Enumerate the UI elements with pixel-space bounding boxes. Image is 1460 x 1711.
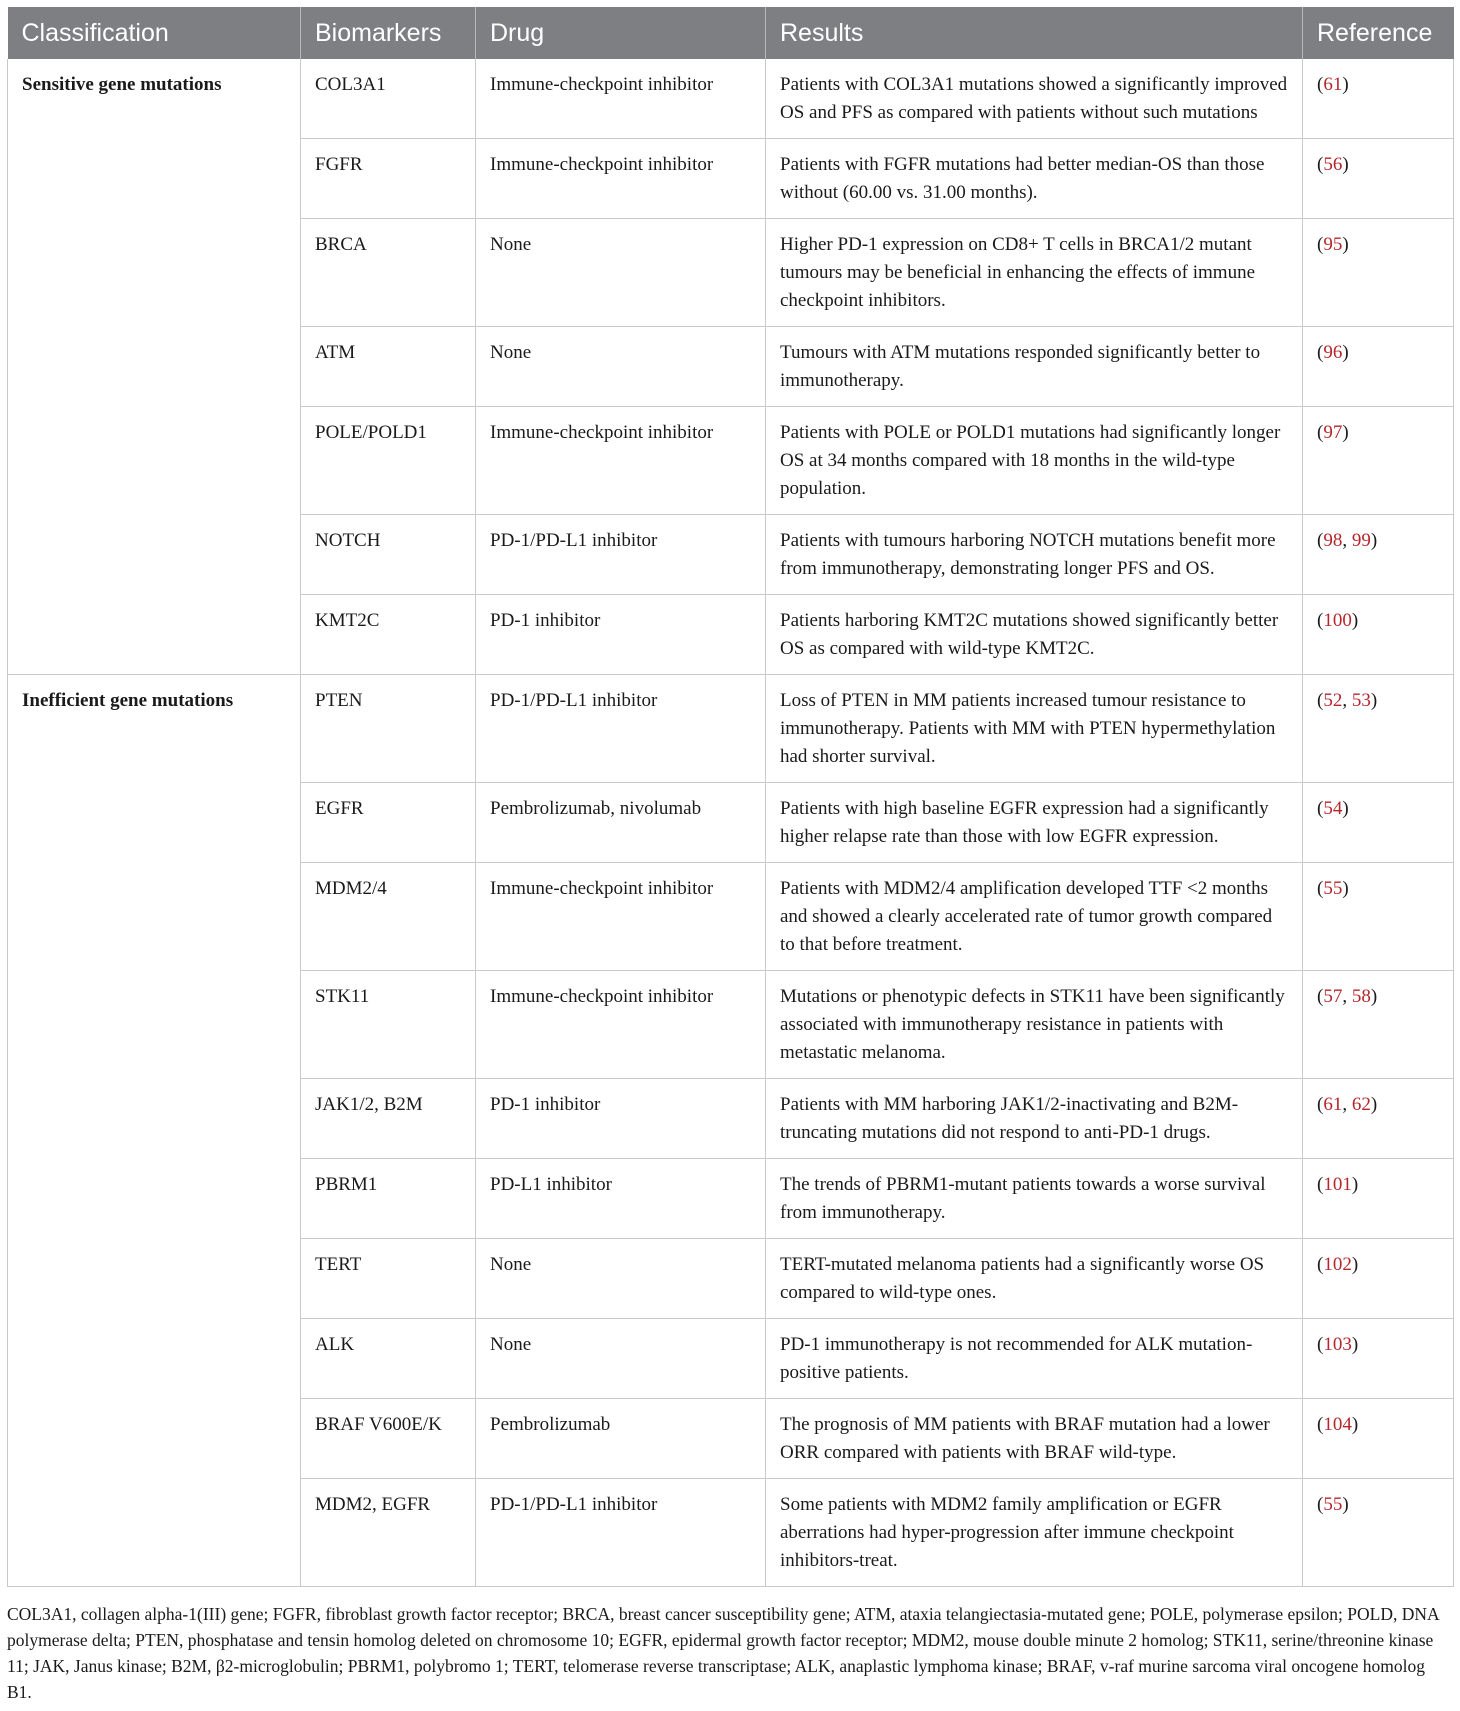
reference-link[interactable]: 55 [1323, 878, 1343, 899]
reference-link[interactable]: 104 [1323, 1414, 1352, 1435]
reference-link[interactable]: 62 [1351, 1094, 1371, 1115]
biomarker-cell: STK11 [301, 971, 476, 1079]
biomarker-cell: MDM2/4 [301, 863, 476, 971]
drug-cell: PD-1 inhibitor [476, 595, 766, 675]
result-cell: Patients with FGFR mutations had better median-OS than those without (60.00 vs. 31.00 months). [766, 139, 1303, 219]
classification-cell: Inefficient gene mutations [8, 675, 301, 1587]
drug-cell: Immune-checkpoint inhibitor [476, 407, 766, 515]
reference-link[interactable]: 103 [1323, 1334, 1352, 1355]
table-row [8, 675, 1454, 783]
reference-link[interactable]: 96 [1323, 342, 1343, 363]
result-cell: The trends of PBRM1-mutant patients towards a worse survival from immunotherapy. [766, 1159, 1303, 1239]
result-cell: Patients with COL3A1 mutations showed a significantly improved OS and PFS as compared with patients without such mutations [766, 59, 1303, 139]
biomarker-cell: FGFR [301, 139, 476, 219]
result-cell: Patients with MM harboring JAK1/2-inactivating and B2M-truncating mutations did not respond to anti-PD-1 drugs. [766, 1079, 1303, 1159]
reference-cell: (55) [1303, 1479, 1454, 1587]
drug-cell: PD-L1 inhibitor [476, 1159, 766, 1239]
reference-cell: (97) [1303, 407, 1454, 515]
biomarker-cell: COL3A1 [301, 59, 476, 139]
reference-link[interactable]: 52 [1323, 690, 1343, 711]
table-row [8, 59, 1454, 139]
reference-link[interactable]: 100 [1323, 610, 1352, 631]
header-reference: Reference [1303, 7, 1454, 59]
drug-cell: Immune-checkpoint inhibitor [476, 139, 766, 219]
reference-link[interactable]: 61 [1323, 74, 1343, 95]
reference-cell: (57, 58) [1303, 971, 1454, 1079]
reference-cell: (54) [1303, 783, 1454, 863]
reference-link[interactable]: 57 [1323, 986, 1343, 1007]
biomarker-cell: PBRM1 [301, 1159, 476, 1239]
reference-link[interactable]: 95 [1323, 234, 1343, 255]
reference-link[interactable]: 58 [1351, 986, 1371, 1007]
drug-cell: None [476, 327, 766, 407]
result-cell: Loss of PTEN in MM patients increased tumour resistance to immunotherapy. Patients with MM with PTEN hypermethylation had shorter survival. [766, 675, 1303, 783]
result-cell: Patients harboring KMT2C mutations showed significantly better OS as compared with wild-type KMT2C. [766, 595, 1303, 675]
biomarker-cell: POLE/POLD1 [301, 407, 476, 515]
result-cell: Patients with POLE or POLD1 mutations had significantly longer OS at 34 months compared with 18 months in the wild-type population. [766, 407, 1303, 515]
drug-cell: PD-1/PD-L1 inhibitor [476, 1479, 766, 1587]
reference-cell: (103) [1303, 1319, 1454, 1399]
biomarker-cell: BRAF V600E/K [301, 1399, 476, 1479]
header-biomarkers: Biomarkers [301, 7, 476, 59]
reference-link[interactable]: 101 [1323, 1174, 1352, 1195]
drug-cell: Immune-checkpoint inhibitor [476, 863, 766, 971]
result-cell: Tumours with ATM mutations responded significantly better to immunotherapy. [766, 327, 1303, 407]
biomarker-cell: PTEN [301, 675, 476, 783]
reference-cell: (55) [1303, 863, 1454, 971]
drug-cell: PD-1 inhibitor [476, 1079, 766, 1159]
drug-cell: Pembrolizumab, nivolumab [476, 783, 766, 863]
table-footnote: COL3A1, collagen alpha-1(III) gene; FGFR, fibroblast growth factor receptor; BRCA, breast cancer susceptibility gene; ATM, ataxia telangiectasia-mutated gene; POLE, polymerase epsilon; POLD, DNA polymerase delta; PTEN, phosphatase and tensin homolog deleted on chromosome 10; EGFR, epidermal growth factor receptor; MDM2, mouse double minute 2 homolog; STK11, serine/threonine kinase 11; JAK, Janus kinase; B2M, β2-microglobulin; PBRM1, polybromo 1; TERT, telomerase reverse transcriptase; ALK, anaplastic lymphoma kinase; BRAF, v-raf murine sarcoma viral oncogene homolog B1. [7, 1604, 1439, 1702]
biomarker-cell: ATM [301, 327, 476, 407]
table-header-row [8, 7, 1454, 59]
reference-cell: (102) [1303, 1239, 1454, 1319]
reference-link[interactable]: 54 [1323, 798, 1343, 819]
reference-cell: (101) [1303, 1159, 1454, 1239]
reference-link[interactable]: 98 [1323, 530, 1343, 551]
result-cell: Higher PD-1 expression on CD8+ T cells in BRCA1/2 mutant tumours may be beneficial in enhancing the effects of immune checkpoint inhibitors. [766, 219, 1303, 327]
biomarker-cell: KMT2C [301, 595, 476, 675]
biomarker-cell: BRCA [301, 219, 476, 327]
drug-cell: Immune-checkpoint inhibitor [476, 59, 766, 139]
header-drug: Drug [476, 7, 766, 59]
drug-cell: None [476, 219, 766, 327]
header-results: Results [766, 7, 1303, 59]
result-cell: Mutations or phenotypic defects in STK11 have been significantly associated with immunotherapy resistance in patients with metastatic melanoma. [766, 971, 1303, 1079]
reference-cell: (104) [1303, 1399, 1454, 1479]
result-cell: Patients with MDM2/4 amplification developed TTF <2 months and showed a clearly accelerated rate of tumor growth compared to that before treatment. [766, 863, 1303, 971]
result-cell: Patients with high baseline EGFR expression had a significantly higher relapse rate than those with low EGFR expression. [766, 783, 1303, 863]
reference-link[interactable]: 55 [1323, 1494, 1343, 1515]
result-cell: TERT-mutated melanoma patients had a significantly worse OS compared to wild-type ones. [766, 1239, 1303, 1319]
result-cell: Patients with tumours harboring NOTCH mutations benefit more from immunotherapy, demonstrating longer PFS and OS. [766, 515, 1303, 595]
reference-cell: (56) [1303, 139, 1454, 219]
reference-cell: (96) [1303, 327, 1454, 407]
header-classification: Classification [21, 18, 169, 47]
result-cell: The prognosis of MM patients with BRAF mutation had a lower ORR compared with patients with BRAF wild-type. [766, 1399, 1303, 1479]
reference-cell: (100) [1303, 595, 1454, 675]
reference-link[interactable]: 99 [1351, 530, 1371, 551]
biomarker-table [7, 7, 1454, 1587]
table-container [7, 7, 1453, 1587]
result-cell: PD-1 immunotherapy is not recommended for ALK mutation-positive patients. [766, 1319, 1303, 1399]
reference-cell: (52, 53) [1303, 675, 1454, 783]
drug-cell: PD-1/PD-L1 inhibitor [476, 515, 766, 595]
drug-cell: Immune-checkpoint inhibitor [476, 971, 766, 1079]
reference-link[interactable]: 53 [1351, 690, 1371, 711]
classification-cell: Sensitive gene mutations [8, 59, 301, 675]
drug-cell: Pembrolizumab [476, 1399, 766, 1479]
biomarker-cell: MDM2, EGFR [301, 1479, 476, 1587]
reference-link[interactable]: 97 [1323, 422, 1343, 443]
reference-link[interactable]: 61 [1323, 1094, 1343, 1115]
result-cell: Some patients with MDM2 family amplification or EGFR aberrations had hyper-progression after immune checkpoint inhibitors-treat. [766, 1479, 1303, 1587]
reference-link[interactable]: 102 [1323, 1254, 1352, 1275]
drug-cell: None [476, 1319, 766, 1399]
biomarker-cell: JAK1/2, B2M [301, 1079, 476, 1159]
reference-cell: (95) [1303, 219, 1454, 327]
reference-cell: (61) [1303, 59, 1454, 139]
biomarker-cell: ALK [301, 1319, 476, 1399]
reference-link[interactable]: 56 [1323, 154, 1343, 175]
table-body [8, 59, 1454, 1587]
biomarker-cell: TERT [301, 1239, 476, 1319]
reference-cell: (61, 62) [1303, 1079, 1454, 1159]
biomarker-cell: EGFR [301, 783, 476, 863]
drug-cell: PD-1/PD-L1 inhibitor [476, 675, 766, 783]
drug-cell: None [476, 1239, 766, 1319]
reference-cell: (98, 99) [1303, 515, 1454, 595]
biomarker-cell: NOTCH [301, 515, 476, 595]
